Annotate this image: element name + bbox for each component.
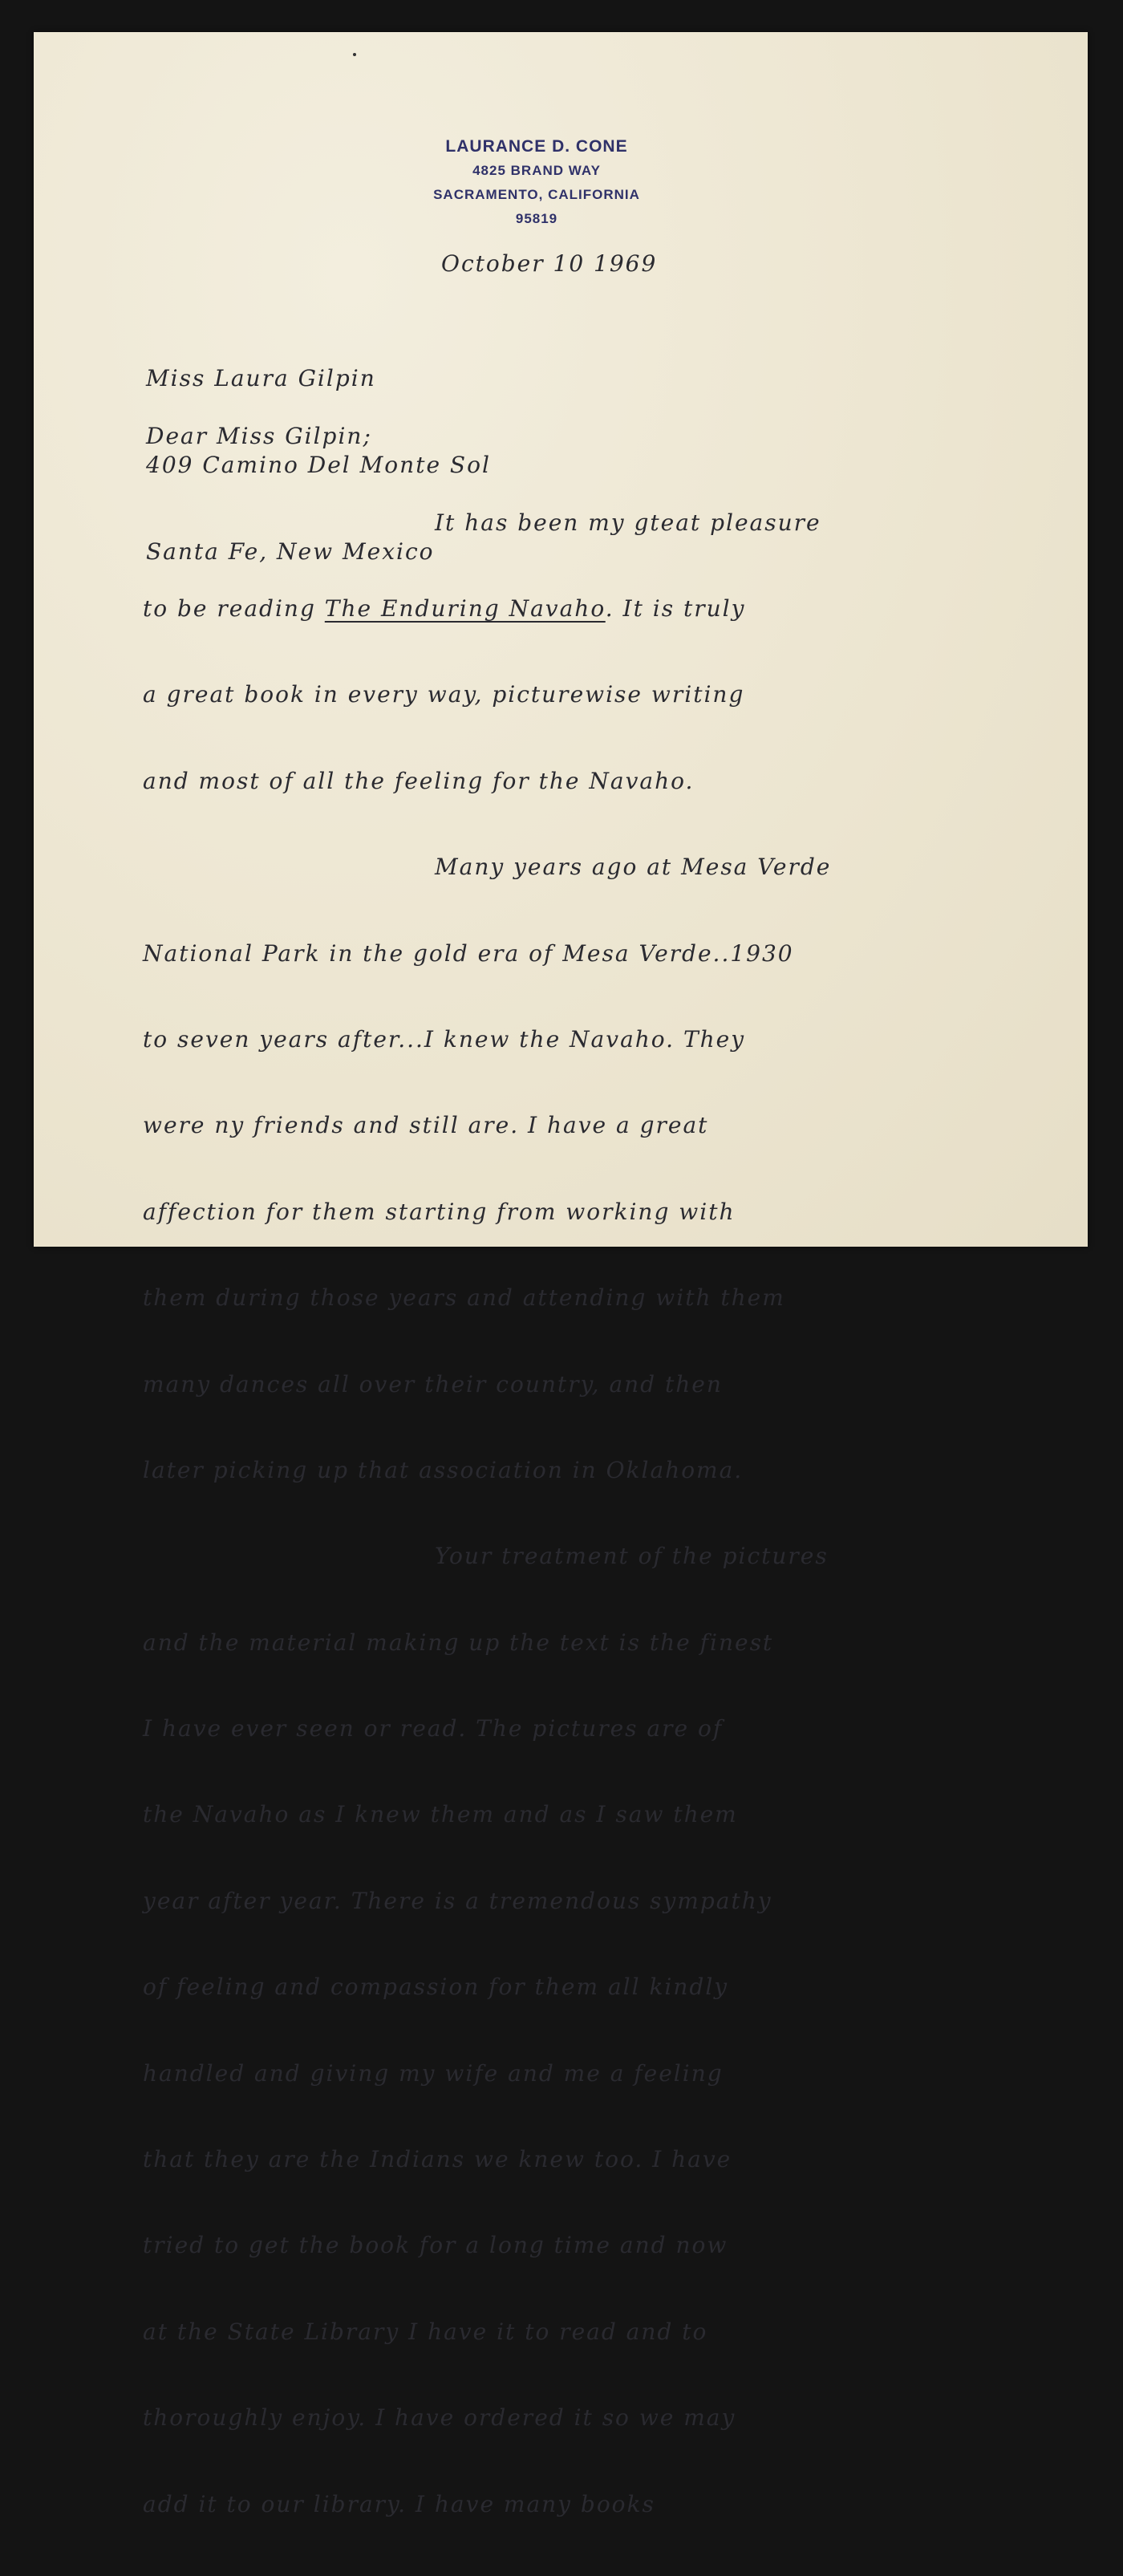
- body-line: I have ever seen or read. The pictures are of: [143, 1715, 724, 1742]
- body-line: to seven years after...I knew the Navaho. They: [143, 1025, 746, 1053]
- body-line: year after year. There is a tremendous sympathy: [143, 1887, 772, 1914]
- recipient-city: Santa Fe, New Mexico: [146, 538, 435, 565]
- letterhead: [34, 135, 1088, 231]
- body-line: and most of all the feeling for the Navaho.: [143, 767, 695, 794]
- salutation: Dear Miss Gilpin;: [146, 423, 372, 449]
- body-line: later picking up that association in Oklahoma.: [143, 1456, 744, 1483]
- body-line: were ny friends and still are. I have a great: [143, 1112, 709, 1139]
- letterhead-zip: 95819: [515, 211, 558, 226]
- body-line: Many years ago at Mesa Verde: [435, 854, 832, 881]
- body-line: It has been my gteat pleasure: [435, 509, 821, 536]
- body-line: to be reading The Enduring Navaho. It is truly: [143, 594, 746, 622]
- body-line: a great book in every way, picturewise writing: [143, 681, 745, 708]
- letter-page: [34, 32, 1088, 2517]
- book-title: The Enduring Navaho: [324, 594, 606, 622]
- letterhead-street: 4825 BRAND WAY: [472, 163, 601, 178]
- body-line: add it to our library. I have many books: [143, 2490, 655, 2517]
- body-line: of feeling and compassion for them all kindly: [143, 1974, 729, 2001]
- body-line: at the State Library I have it to read and to: [143, 2318, 708, 2345]
- body-line: and the material making up the text is the finest: [143, 1629, 774, 1656]
- body-line: the Navaho as I knew them and as I saw them: [143, 1801, 738, 1828]
- letter-body: [143, 451, 831, 2576]
- body-line: thoroughly enjoy. I have ordered it so we may: [143, 2404, 736, 2432]
- recipient-street: 409 Camino Del Monte Sol: [146, 452, 491, 478]
- ink-speck: [353, 53, 356, 56]
- body-line: handled and giving my wife and me a feeling: [143, 2059, 724, 2087]
- body-line: them during those years and attending with them: [143, 1284, 785, 1312]
- letterhead-city: SACRAMENTO, CALIFORNIA: [433, 187, 640, 202]
- body-line: National Park in the gold era of Mesa Verde..1930: [143, 939, 794, 967]
- body-line: many dances all over their country, and then: [143, 1370, 723, 1398]
- letter-date: October 10 1969: [441, 250, 658, 277]
- body-line: Your treatment of the pictures: [435, 1543, 829, 1570]
- body-line: that they are the Indians we knew too. I have: [143, 2146, 732, 2173]
- recipient-name: Miss Laura Gilpin: [146, 365, 376, 391]
- body-line: affection for them starting from working with: [143, 1198, 736, 1225]
- letterhead-name: LAURANCE D. CONE: [445, 137, 628, 156]
- body-line: tried to get the book for a long time and now: [143, 2232, 728, 2259]
